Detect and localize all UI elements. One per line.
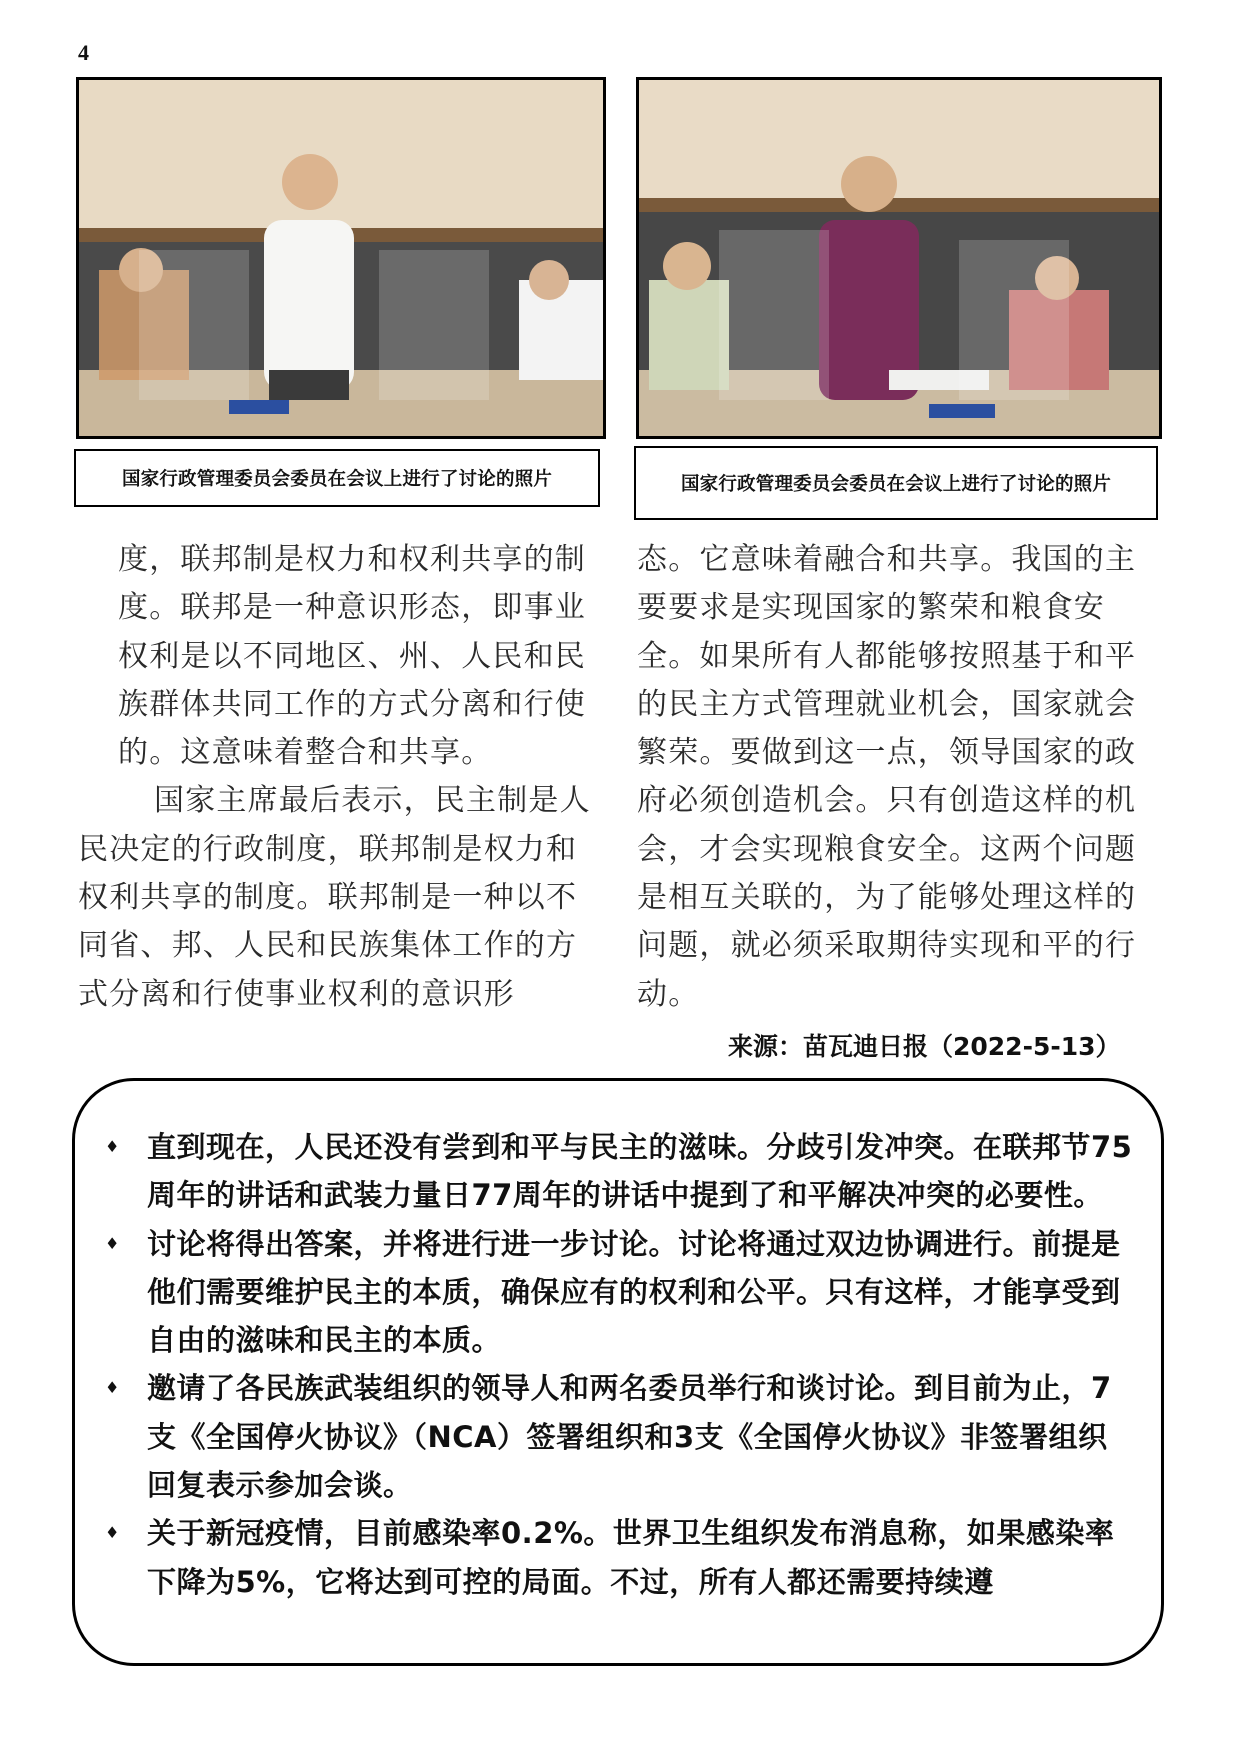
- article-right-column: [637, 536, 1159, 1019]
- summary-item: [105, 1123, 1137, 1220]
- diamond-bullet-icon: ♦: [105, 1523, 120, 1543]
- paragraph-continued: 态。它意味着融合和共享。我国的主要要求是实现国家的繁荣和粮食安全。如果所有人都能够按照基于和平的民主方式管理就业机会，国家就会繁荣。要做到这一点，领导国家的政府必须创造机会。只有创造这样的机会，才会实现粮食安全。这两个问题是相互关联的，为了能够处理这样的问题，就必须采取期待实现和平的行动。: [637, 542, 1137, 1012]
- meeting-photo-right: [636, 77, 1162, 439]
- article-source: 来源：苗瓦迪日报（2022-5-13）: [728, 1032, 1121, 1061]
- summary-item: [105, 1364, 1137, 1509]
- figure-caption-left: 国家行政管理委员会委员在会议上进行了讨论的照片: [74, 449, 600, 507]
- summary-item-text: 关于新冠疫情，目前感染率0.2%。世界卫生组织发布消息称，如果感染率下降为5%，它将达到可控的局面。不过，所有人都还需要持续遵: [147, 1516, 1115, 1599]
- paragraph-continued: 度，联邦制是权力和权利共享的制度。联邦是一种意识形态，即事业权利是以不同地区、州、人民和民族群体共同工作的方式分离和行使的。这意味着整合和共享。: [118, 542, 586, 771]
- diamond-bullet-icon: ♦: [105, 1137, 120, 1156]
- summary-item-text: 邀请了各民族武装组织的领导人和两名委员举行和谈讨论。到目前为止，7支《全国停火协议》（NCA）签署组织和3支《全国停火协议》非签署组织回复表示参加会谈。: [147, 1371, 1112, 1503]
- diamond-bullet-icon: ♦: [105, 1378, 120, 1398]
- summary-item: [105, 1509, 1137, 1606]
- summary-item-text: 讨论将得出答案，并将进行进一步讨论。讨论将通过双边协调进行。前提是他们需要维护民主的本质，确保应有的权利和公平。只有这样，才能享受到自由的滋味和民主的本质。: [147, 1226, 1121, 1358]
- summary-item-text: 直到现在，人民还没有尝到和平与民主的滋味。分歧引发冲突。在联邦节75周年的讲话和武装力量日77周年的讲话中提到了和平解决冲突的必要性。: [147, 1130, 1133, 1213]
- diamond-bullet-icon: ♦: [105, 1233, 120, 1253]
- meeting-photo-left: [76, 77, 606, 439]
- summary-box: [72, 1078, 1164, 1666]
- summary-list: [105, 1123, 1137, 1606]
- article-left-column: [78, 536, 600, 1019]
- page-number: 4: [78, 40, 89, 65]
- summary-item: [105, 1220, 1137, 1365]
- paragraph: 国家主席最后表示，民主制是人民决定的行政制度，联邦制是权力和权利共享的制度。联邦制是一种以不同省、邦、人民和民族集体工作的方式分离和行使事业权利的意识形: [78, 783, 591, 1012]
- figure-caption-right: 国家行政管理委员会委员在会议上进行了讨论的照片: [634, 446, 1158, 520]
